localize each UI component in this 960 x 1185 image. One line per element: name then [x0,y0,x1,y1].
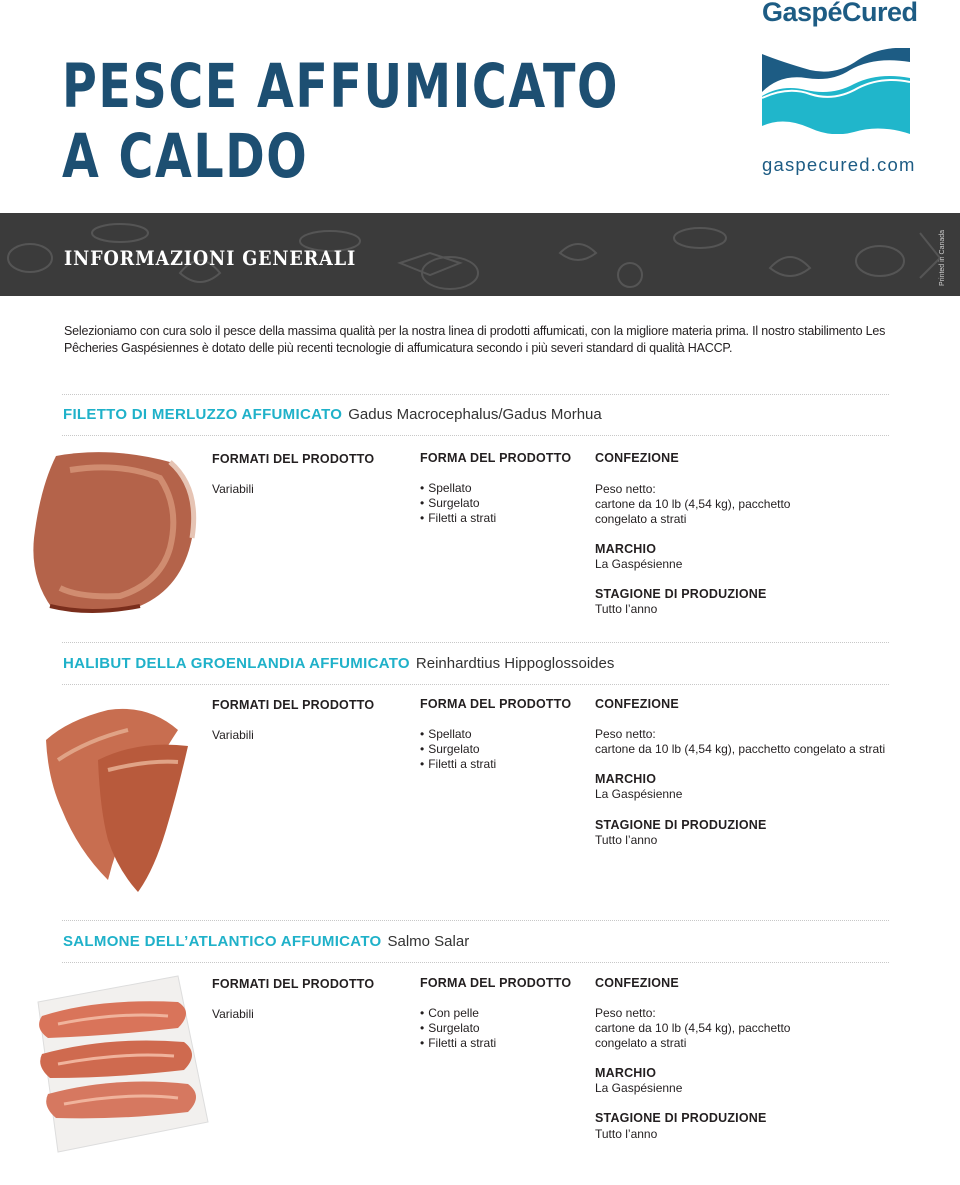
form-item: • Surgelato [420,1021,496,1036]
season-value: Tutto l’anno [595,602,658,616]
packaging-line: Peso netto: [595,1006,656,1020]
website-link[interactable]: gaspecured.com [762,154,916,175]
page-title [62,52,619,192]
divider [62,962,889,963]
form-heading: FORMA DEL PRODOTTO [420,697,572,711]
formats-heading: FORMATI DEL PRODOTTO [212,698,375,712]
packaging-line: cartone da 10 lb (4,54 kg), pacchetto congelato a strati [595,742,886,756]
brand-heading: MARCHIO [595,1066,657,1080]
packaging-heading: CONFEZIONE [595,451,679,465]
form-list [420,727,496,772]
form-item: • Filetti a strati [420,1036,496,1051]
divider [62,394,889,395]
form-list [420,1006,496,1051]
intro-paragraph: Selezioniamo con cura solo il pesce della massima qualità per la nostra linea di prodotti affumicati, con la migliore materia prima. Il nostro stabilimento Les Pêcheries Gaspésiennes è dotato delle più recenti tecnologie di affumicatura secondo i più severi standard di qualità HACCP. [64,324,886,355]
page-title-line-2: A CALDO [62,121,309,192]
product-latin-name: Gadus Macrocephalus/Gadus Morhua [348,406,602,423]
product-latin-name: Salmo Salar [387,933,470,950]
formats-value: Variabili [212,1007,254,1021]
page-title-line-1: PESCE AFFUMICATO [62,51,620,122]
packaging-line: congelato a strati [595,512,687,526]
form-item: • Surgelato [420,496,496,511]
formats-heading: FORMATI DEL PRODOTTO [212,452,375,466]
form-item: • Spellato [420,481,496,496]
halibut-fillet-image [38,700,198,895]
form-item: • Filetti a strati [420,757,496,772]
divider [62,435,889,436]
product-heading-cod [63,406,602,423]
brand-value: La Gaspésienne [595,557,683,571]
form-list [420,481,496,526]
logo-wave-light [762,76,910,134]
divider [62,684,889,685]
form-item: • Filetti a strati [420,511,496,526]
section-banner [0,213,960,296]
form-heading: FORMA DEL PRODOTTO [420,451,572,465]
product-name: FILETTO DI MERLUZZO AFFUMICATO [63,406,343,423]
packaging-line: congelato a strati [595,1036,687,1050]
packaging-heading: CONFEZIONE [595,697,679,711]
brand-value: La Gaspésienne [595,1081,683,1095]
season-heading: STAGIONE DI PRODUZIONE [595,818,767,832]
packaging-heading: CONFEZIONE [595,976,679,990]
product-heading-halibut [63,655,614,672]
formats-value: Variabili [212,482,254,496]
packaging-line: Peso netto: [595,482,656,496]
brand-name: GaspéCured [762,0,918,27]
season-value: Tutto l’anno [595,833,658,847]
gaspecured-logo [762,48,910,134]
formats-value: Variabili [212,728,254,742]
divider [62,642,889,643]
packaging-line: Peso netto: [595,727,656,741]
season-heading: STAGIONE DI PRODUZIONE [595,1111,767,1125]
product-name: SALMONE DELL’ATLANTICO AFFUMICATO [63,933,382,950]
product-latin-name: Reinhardtius Hippoglossoides [415,655,615,672]
season-heading: STAGIONE DI PRODUZIONE [595,587,767,601]
printed-in-canada-note: Printed in Canada [939,229,946,286]
salmon-fillet-image [28,972,213,1157]
formats-heading: FORMATI DEL PRODOTTO [212,977,375,991]
product-name: HALIBUT DELLA GROENLANDIA AFFUMICATO [63,655,410,672]
form-item: • Con pelle [420,1006,496,1021]
brand-heading: MARCHIO [595,542,657,556]
divider [62,920,889,921]
season-value: Tutto l’anno [595,1127,658,1141]
packaging-line: cartone da 10 lb (4,54 kg), pacchetto [595,1021,791,1035]
packaging-line: cartone da 10 lb (4,54 kg), pacchetto [595,497,791,511]
form-item: • Surgelato [420,742,496,757]
brand-heading: MARCHIO [595,772,657,786]
section-title: INFORMAZIONI GENERALI [64,246,357,270]
form-item: • Spellato [420,727,496,742]
product-heading-salmon [63,933,469,950]
form-heading: FORMA DEL PRODOTTO [420,976,572,990]
cod-fillet-image [20,448,210,618]
brand-value: La Gaspésienne [595,787,683,801]
